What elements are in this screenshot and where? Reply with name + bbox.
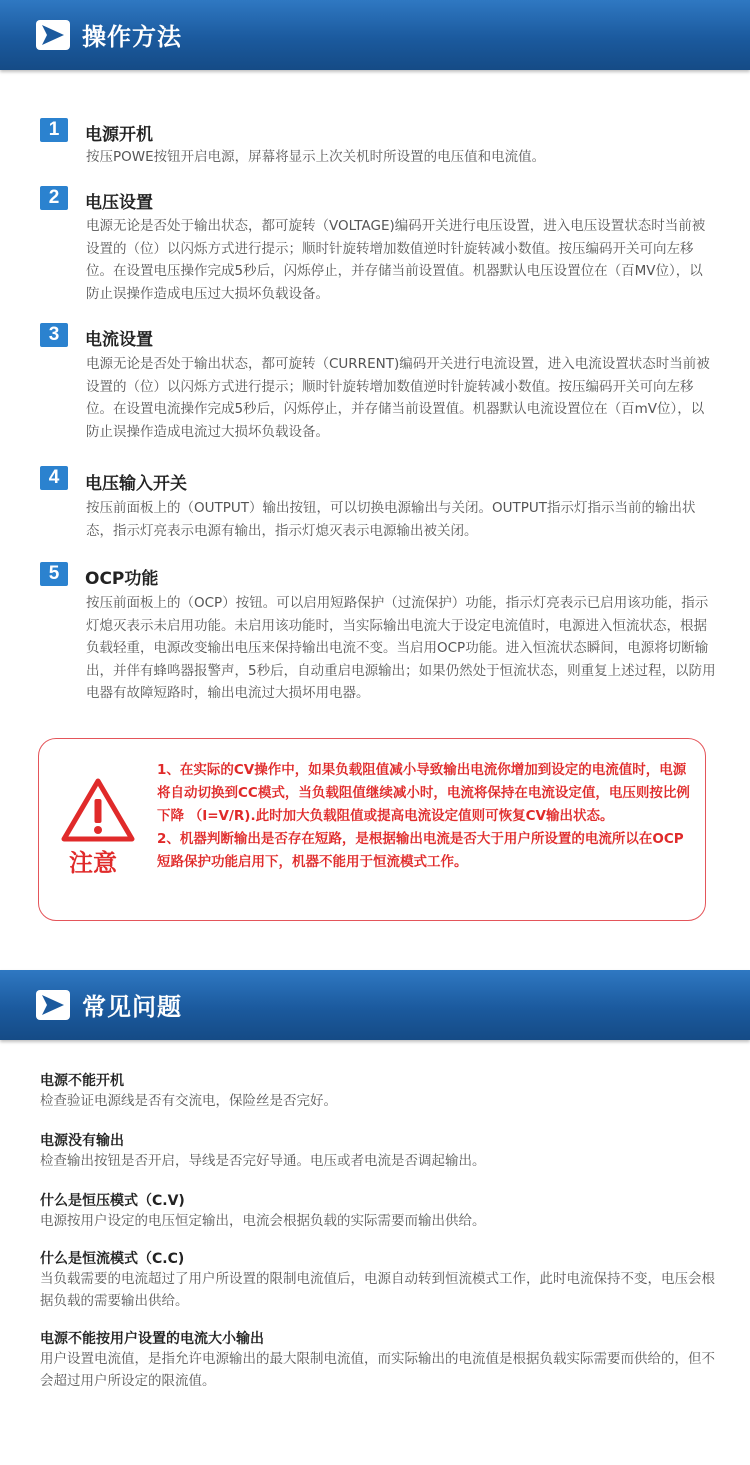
faq-answer: 检查验证电源线是否有交流电，保险丝是否完好。 (40, 1093, 337, 1109)
faq-answer: 检查输出按钮是否开启，导线是否完好导通。电压或者电流是否调起输出。 (40, 1153, 486, 1169)
notice-box (38, 738, 706, 921)
faq-question: 电源没有输出 (40, 1133, 124, 1149)
notice-point-2: 2、机器判断输出是否存在短路，是根据输出电流是否大于用户所设置的电流所以在OCP短路保护功能启用下，机器不能用于恒流模式工作。 (157, 831, 684, 870)
step-title: 电流设置 (85, 330, 153, 350)
step-title: OCP功能 (85, 569, 159, 589)
step-description: 按压前面板上的（OUTPUT）输出按钮，可以切换电源输出与关闭。OUTPUT指示灯指示当前的输出状态，指示灯亮表示电源有输出，指示灯熄灭表示电源输出被关闭。 (86, 500, 696, 539)
step-title: 电压设置 (85, 193, 153, 213)
step-number: 3 (40, 323, 68, 347)
step-description: 电源无论是否处于输出状态，都可旋转（VOLTAGE)编码开关进行电压设置，进入电压设置状态时当前被设置的（位）以闪烁方式进行提示；顺时针旋转增加数值逆时针旋转减小数值。按压编码开关可向左移位。在设置电压操作完成5秒后，闪烁停止，并存储当前设置值。机器默认电压设置位在（百MV位），以防止误操作造成电压过大损坏负载设备。 (86, 218, 706, 302)
notice-text (157, 759, 697, 874)
notice-point-1: 1、在实际的CV操作中，如果负载阻值减小导致输出电流你增加到设定的电流值时，电源将自动切换到CC模式，当负载阻值继续减小时，电流将保持在电流设定值，电压则按比例下降 （I=V/R).此时加大负载阻值或提高电流设定值则可恢复CV输出状态。 (157, 762, 690, 824)
step-title: 电压输入开关 (85, 474, 187, 494)
step-number: 4 (40, 466, 68, 490)
faq-question: 电源不能开机 (40, 1073, 124, 1089)
step-description: 按压前面板上的（OCP）按钮。可以启用短路保护（过流保护）功能，指示灯亮表示已启用该功能，指示灯熄灭表示未启用功能。未启用该功能时，当实际输出电流大于设定电流值时，电源进入恒流状态，根据负载轻重，电源改变输出电压来保持输出电流不变。当启用OCP功能。进入恒流状态瞬间，电源将切断输出，并伴有蜂鸣器报警声，5秒后，自动重启电源输出；如果仍然处于恒流状态，则重复上述过程，以防用电器有故障短路时，输出电流过大损坏用电器。 (86, 595, 716, 701)
step-number: 2 (40, 186, 68, 210)
faq-answer: 电源按用户设定的电压恒定输出，电流会根据负载的实际需要而输出供给。 (40, 1213, 486, 1229)
step-title: 电源开机 (85, 125, 153, 145)
section-title: 操作方法 (82, 23, 182, 51)
step-number: 5 (40, 562, 68, 586)
faq-question: 什么是恒压模式（C.V) (40, 1193, 185, 1209)
warning-icon (61, 777, 135, 843)
faq-question: 电源不能按用户设置的电流大小输出 (40, 1331, 264, 1347)
faq-answer: 当负载需要的电流超过了用户所设置的限制电流值后，电源自动转到恒流模式工作，此时电流保持不变，电压会根据负载的需要输出供给。 (40, 1271, 715, 1309)
step-number: 1 (40, 118, 68, 142)
section-header-faq (0, 970, 750, 1040)
section-header-operation (0, 0, 750, 70)
arrow-icon (36, 990, 70, 1020)
faq-question: 什么是恒流模式（C.C) (40, 1251, 185, 1267)
step-description: 电源无论是否处于输出状态，都可旋转（CURRENT)编码开关进行电流设置，进入电流设置状态时当前被设置的（位）以闪烁方式进行提示；顺时针旋转增加数值逆时针旋转减小数值。按压编码开关可向左移位。在设置电流操作完成5秒后，闪烁停止，并存储当前设置值。机器默认电流设置位在（百mV位），以防止误操作造成电流过大损坏负载设备。 (86, 356, 710, 440)
notice-label: 注意 (69, 849, 117, 877)
step-description: 按压POWE按钮开启电源，屏幕将显示上次关机时所设置的电压值和电流值。 (86, 149, 546, 165)
section-title: 常见问题 (82, 993, 182, 1021)
arrow-icon (36, 20, 70, 50)
faq-answer: 用户设置电流值，是指允许电源输出的最大限制电流值，而实际输出的电流值是根据负载实际需要而供给的，但不会超过用户所设定的限流值。 (40, 1351, 715, 1389)
